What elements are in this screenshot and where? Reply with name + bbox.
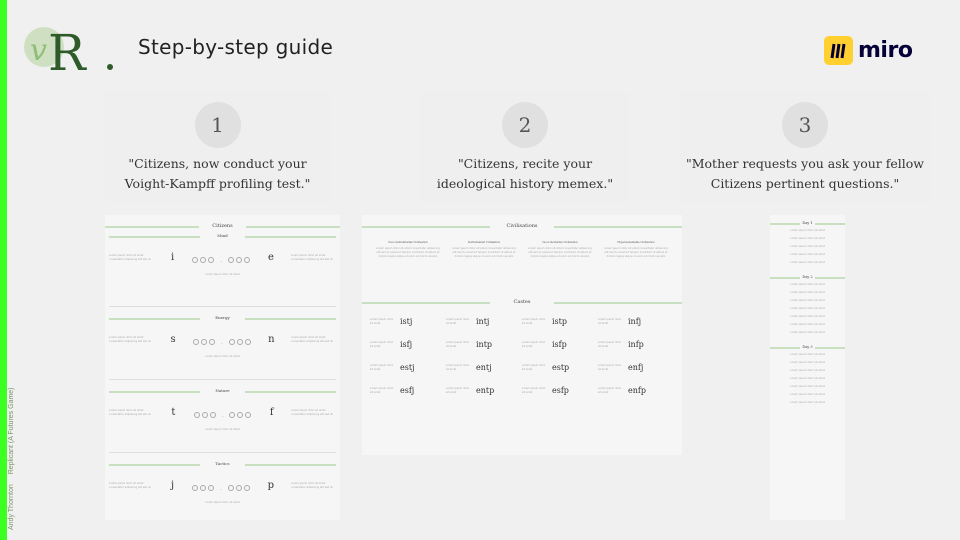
- caste-label: infp: [628, 340, 644, 349]
- trait-section: Nature Lorem ipsum dolor sit amet consectetur adipiscing elit sed do t - f Lorem ipsum dolor sit amet consectetur adipiscing elit sed do Lorem ipsum dolor sit amet: [109, 379, 336, 452]
- trait-left-letter: t: [171, 407, 176, 418]
- step-1: [105, 92, 330, 202]
- step-quote-line: "Citizens, recite your: [457, 156, 593, 171]
- caste-cell[interactable]: Lorem ipsum dolor sit amet istj: [370, 317, 413, 326]
- caste-label: isfj: [400, 340, 413, 349]
- trait-right-letter: f: [269, 407, 274, 418]
- caste-cell[interactable]: Lorem ipsum dolor sit amet istp: [522, 317, 567, 326]
- step-quote-line: Citizens pertinent questions.": [710, 176, 900, 191]
- civilisation-column: Neocommunitarian Civilisation Lorem ipsum dolor sit amet consectetur adipiscing elit sed do eiusmod tempor incididunt ut labore et dolore magna aliqua ut enim ad minim veniam: [376, 241, 440, 258]
- civilisation-title: Neocommunitarian Civilisation: [388, 241, 428, 244]
- step-quote-line: Voight-Kampff profiling test.": [124, 176, 311, 191]
- step-number: 2: [502, 102, 548, 148]
- trait-title: Energy: [109, 315, 336, 320]
- svg-text:R: R: [48, 24, 86, 80]
- civilisation-title: Posthumanist Civilisation: [467, 241, 501, 244]
- caste-cell[interactable]: Lorem ipsum dolor sit amet intj: [446, 317, 490, 326]
- civilisation-title: Neo-Libertarian Civilisation: [542, 241, 578, 244]
- caste-label: istp: [552, 317, 567, 326]
- side-credit: [8, 379, 15, 530]
- civilisation-title: Hypersustainable Civilisation: [617, 241, 655, 244]
- caste-cell[interactable]: Lorem ipsum dolor sit amet intp: [446, 340, 493, 349]
- civilisation-column: Neo-Libertarian Civilisation Lorem ipsum dolor sit amet consectetur adipiscing elit sed do eiusmod tempor incididunt ut labore et dolore magna aliqua ut enim ad minim veniam: [528, 241, 592, 258]
- trait-left-letter: i: [171, 252, 175, 263]
- caste-cell[interactable]: Lorem ipsum dolor sit amet infj: [598, 317, 642, 326]
- miro-logo: [824, 36, 912, 65]
- caste-cell[interactable]: Lorem ipsum dolor sit amet enfj: [598, 363, 644, 372]
- step-quote-line: "Citizens, now conduct your: [128, 156, 307, 171]
- trait-section: Mind Lorem ipsum dolor sit amet consectetur adipiscing elit sed do i - e Lorem ipsum dolor sit amet consectetur adipiscing elit sed do Lorem ipsum dolor sit amet: [109, 233, 336, 306]
- step-quote-line: "Mother requests you ask your fellow: [685, 156, 924, 171]
- page-title: Step-by-step guide: [138, 35, 334, 59]
- caste-label: istj: [400, 317, 413, 326]
- day-title: Day 3: [770, 345, 845, 349]
- civilisation-column: Posthumanist Civilisation Lorem ipsum dolor sit amet consectetur adipiscing elit sed do eiusmod tempor incididunt ut labore et dolore magna aliqua ut enim ad minim veniam: [452, 241, 516, 258]
- step-quote-line: ideological history memex.": [436, 176, 614, 191]
- caste-cell[interactable]: Lorem ipsum dolor sit amet isfj: [370, 340, 413, 349]
- day-section: Day 1 Lorem ipsum dolor sit amet Lorem ipsum dolor sit amet Lorem ipsum dolor sit amet Lorem ipsum dolor sit amet Lorem ipsum dolor sit amet: [770, 221, 845, 265]
- caste-cell[interactable]: Lorem ipsum dolor sit amet enfp: [598, 386, 646, 395]
- board-header: Castes: [362, 299, 682, 305]
- trait-title: Nature: [109, 388, 336, 393]
- trait-right-letter: p: [267, 480, 275, 491]
- citizens-board[interactable]: [105, 215, 340, 520]
- caste-label: estp: [552, 363, 570, 372]
- trait-right-letter: n: [268, 334, 275, 345]
- trait-left-letter: s: [170, 334, 176, 345]
- trait-scale[interactable]: -: [191, 476, 251, 495]
- caste-label: enfj: [628, 363, 644, 372]
- caste-label: esfj: [400, 386, 415, 395]
- trait-scale[interactable]: -: [192, 330, 252, 349]
- step-2: [420, 92, 630, 202]
- caste-label: esfp: [552, 386, 569, 395]
- step-number: 1: [195, 102, 241, 148]
- caste-cell[interactable]: Lorem ipsum dolor sit amet estj: [370, 363, 415, 372]
- trait-right-letter: e: [267, 252, 274, 263]
- board-header: Citizens: [105, 223, 340, 229]
- caste-cell[interactable]: Lorem ipsum dolor sit amet entj: [446, 363, 492, 372]
- day-section: Day 3 Lorem ipsum dolor sit amet Lorem ipsum dolor sit amet Lorem ipsum dolor sit amet Lorem ipsum dolor sit amet Lorem ipsum dolor sit amet Lorem ipsum dolor sit amet Lorem ipsum dolor sit amet: [770, 345, 845, 405]
- day-title: Day 2: [770, 275, 845, 279]
- trait-section: Energy Lorem ipsum dolor sit amet consectetur adipiscing elit sed do s - n Lorem ipsum dolor sit amet consectetur adipiscing elit sed do Lorem ipsum dolor sit amet: [109, 306, 336, 379]
- civilisations-board[interactable]: [362, 215, 682, 455]
- trait-scale[interactable]: -: [193, 403, 253, 422]
- caste-cell[interactable]: Lorem ipsum dolor sit amet infp: [598, 340, 644, 349]
- project-label: Replicant (A Futures Game): [8, 387, 15, 475]
- miro-wordmark: miro: [858, 38, 913, 63]
- days-board[interactable]: [770, 215, 845, 520]
- trait-scale[interactable]: -: [191, 248, 251, 267]
- caste-label: estj: [400, 363, 415, 372]
- caste-label: enfp: [628, 386, 646, 395]
- day-section: Day 2 Lorem ipsum dolor sit amet Lorem ipsum dolor sit amet Lorem ipsum dolor sit amet Lorem ipsum dolor sit amet Lorem ipsum dolor sit amet Lorem ipsum dolor sit amet Lorem ipsum dolor sit amet: [770, 275, 845, 335]
- accent-bar: [0, 0, 7, 540]
- caste-label: intp: [476, 340, 493, 349]
- caste-cell[interactable]: Lorem ipsum dolor sit amet estp: [522, 363, 570, 372]
- caste-label: infj: [628, 317, 642, 326]
- caste-label: isfp: [552, 340, 567, 349]
- svg-text:v: v: [30, 33, 47, 68]
- caste-cell[interactable]: Lorem ipsum dolor sit amet esfp: [522, 386, 569, 395]
- caste-cell[interactable]: Lorem ipsum dolor sit amet esfj: [370, 386, 415, 395]
- civilisation-column: Hypersustainable Civilisation Lorem ipsum dolor sit amet consectetur adipiscing elit sed do eiusmod tempor incididunt ut labore et dolore magna aliqua ut enim ad minim veniam: [604, 241, 668, 258]
- board-header: Civilisations: [362, 223, 682, 229]
- trait-section: Tactics Lorem ipsum dolor sit amet consectetur adipiscing elit sed do j - p Lorem ipsum dolor sit amet consectetur adipiscing elit sed do Lorem ipsum dolor sit amet: [109, 452, 336, 525]
- day-title: Day 1: [770, 221, 845, 225]
- caste-label: intj: [476, 317, 490, 326]
- caste-label: entp: [476, 386, 495, 395]
- brand-logo: [22, 20, 122, 80]
- trait-title: Mind: [109, 233, 336, 238]
- author-label: Andy Thornton: [8, 484, 15, 530]
- caste-label: entj: [476, 363, 492, 372]
- caste-cell[interactable]: Lorem ipsum dolor sit amet entp: [446, 386, 495, 395]
- caste-cell[interactable]: Lorem ipsum dolor sit amet isfp: [522, 340, 567, 349]
- miro-badge-icon: [824, 36, 853, 65]
- step-3: [680, 92, 930, 202]
- step-number: 3: [782, 102, 828, 148]
- trait-title: Tactics: [109, 461, 336, 466]
- trait-left-letter: j: [170, 480, 175, 491]
